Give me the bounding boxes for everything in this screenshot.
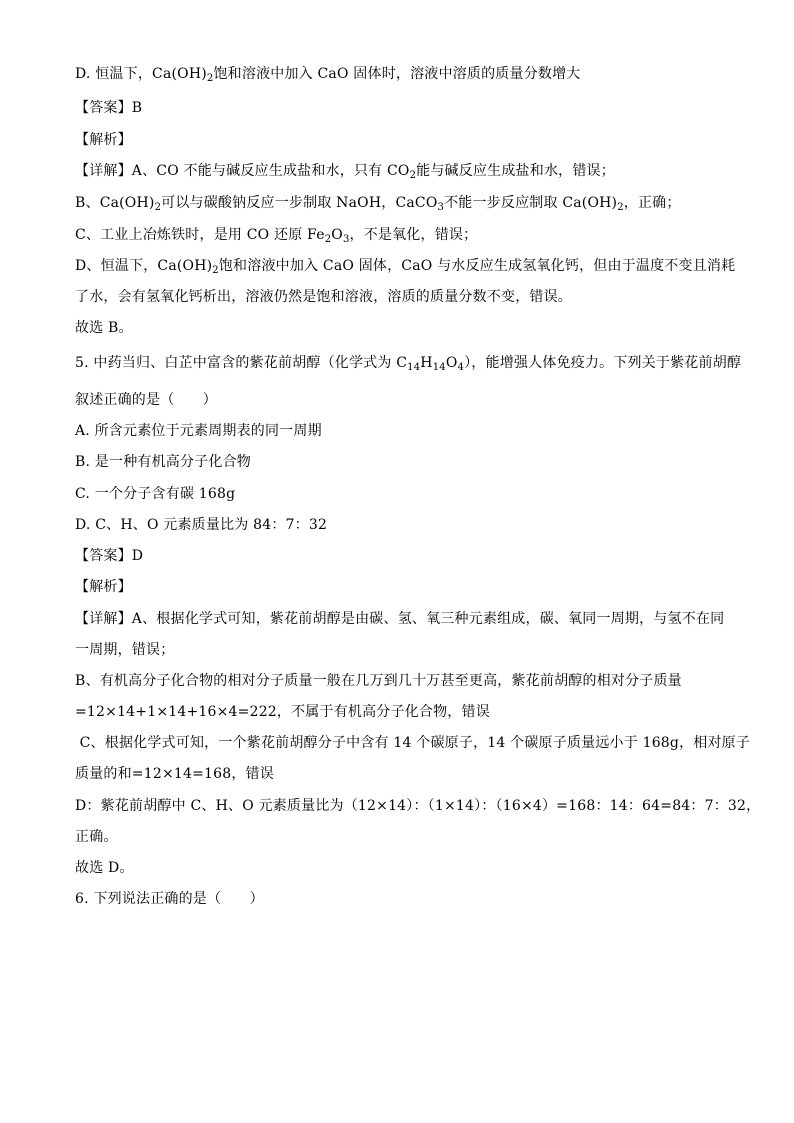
q5-option-c: C. 一个分子含有碳 168g bbox=[75, 486, 236, 502]
analysis-label-prev: 【解析】 bbox=[75, 132, 132, 148]
q5-explain-c-1: C、根据化学式可知，一个紫花前胡醇分子中含有 14 个碳原子，14 个碳原子质量远小于 168g，相对原子 bbox=[75, 735, 751, 751]
q5-explain-a-1: 【详解】A、根据化学式可知，紫花前胡醇是由碳、氢、氧三种元素组成，碳、氧同一周期，与氢不在同 bbox=[75, 611, 725, 627]
q5-explain-b-1: B、有机高分子化合物的相对分子质量一般在几万到几十万甚至更高，紫花前胡醇的相对分子质量 bbox=[75, 673, 682, 689]
answer-label-prev: 【答案】B bbox=[75, 100, 143, 116]
analysis-label-q5: 【解析】 bbox=[75, 579, 132, 595]
q5-explain-a-2: 一周期，错误； bbox=[75, 642, 175, 658]
q5-explain-d-2: 正确。 bbox=[75, 829, 118, 845]
choose-b: 故选 B。 bbox=[75, 320, 133, 336]
explain-d-prev-2: 了水，会有氢氧化钙析出，溶液仍然是饱和溶液，溶质的质量分数不变，错误。 bbox=[75, 289, 572, 305]
q5-option-a: A. 所含元素位于元素周期表的同一周期 bbox=[75, 423, 322, 439]
explain-c-prev: C、工业上冶炼铁时，是用 CO 还原 $Fe_2O_3$，不是氧化，错误； bbox=[75, 227, 478, 245]
question-5-stem-2: 叙述正确的是（ ） bbox=[75, 392, 217, 408]
explain-a-prev: 【详解】A、CO 不能与碱反应生成盐和水，只有 $CO_2$能与碱反应生成盐和水，错误； bbox=[75, 163, 615, 181]
q5-explain-b-2: =12×14+1×14+16×4=222，不属于有机高分子化合物，错误 bbox=[75, 704, 490, 720]
question-6-stem: 6. 下列说法正确的是（ ） bbox=[75, 891, 264, 907]
explain-b-prev: B、$Ca(OH)_2$可以与碳酸钠反应一步制取 NaOH，CaCO$_3$不能一步反应制取 $Ca(OH)_2$，正确； bbox=[75, 195, 681, 213]
explain-d-prev-1: D、恒温下，$Ca(OH)_2$饱和溶液中加入 CaO 固体，CaO 与水反应生成氢氧化钙，但由于温度不变且消耗 bbox=[75, 258, 736, 276]
q5-option-d: D. C、H、O 元素质量比为 84：7：32 bbox=[75, 517, 328, 533]
q5-explain-d-1: D：紫花前胡醇中 C、H、O 元素质量比为（12×14）：（1×14）：（16×4）=168：14：64=84：7：32， bbox=[75, 798, 761, 814]
q5-option-b: B. 是一种有机高分子化合物 bbox=[75, 454, 251, 470]
question-5-stem-1: 5. 中药当归、白芷中富含的紫花前胡醇（化学式为 $C_{14}H_{14}O_4$），能增强人体免疫力。下列关于紫花前胡醇 bbox=[75, 355, 742, 373]
choose-d: 故选 D。 bbox=[75, 860, 134, 876]
option-d-prev: D. 恒温下，$Ca(OH)_2$饱和溶液中加入 CaO 固体时，溶液中溶质的质量分数增大 bbox=[75, 66, 581, 84]
answer-label-q5: 【答案】D bbox=[75, 548, 144, 564]
q5-explain-c-2: 质量的和=12×14=168，错误 bbox=[75, 766, 274, 782]
